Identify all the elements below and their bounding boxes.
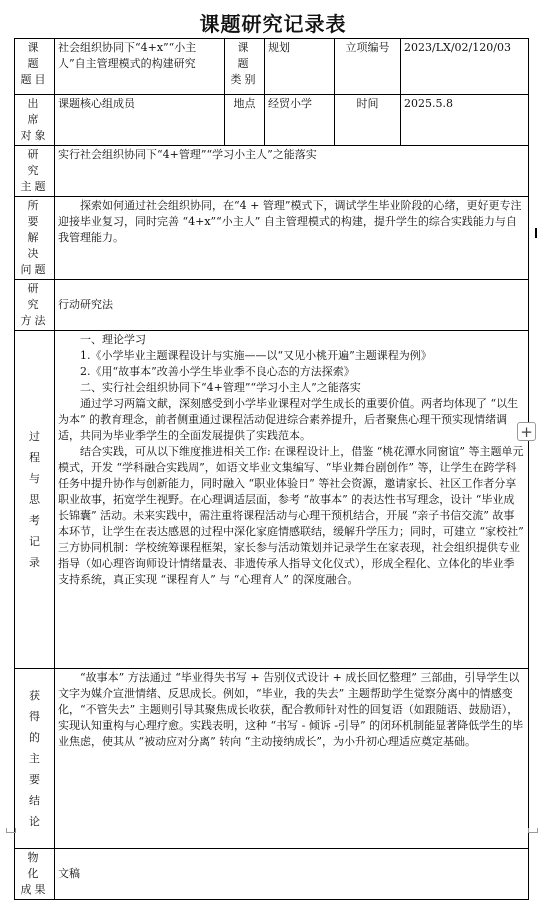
category-label: 课 题 类别 <box>225 39 265 95</box>
time-label: 时间 <box>335 95 401 146</box>
result-value: 文稿 <box>55 849 529 900</box>
conclusion-label-char: 主 <box>29 752 40 765</box>
process-item-2: 2.《用“故事本”改善小学生毕业季不良心态的方法探索》 <box>80 365 355 378</box>
theme-label: 研 究 主题 <box>15 146 55 197</box>
category-value: 规划 <box>265 39 335 95</box>
process-label-char: 记 <box>29 535 40 548</box>
attendance-label: 出 席 对象 <box>15 95 55 146</box>
selection-corner-right <box>528 828 538 833</box>
process-label-char: 考 <box>29 514 40 527</box>
project-no-value: 2023/LX/02/120/03 <box>401 39 529 95</box>
process-paragraph-2: 结合实践，可从以下维度推进相关工作: 在课程设计上，借鉴 “桃花潭水同窗谊” 等主题单元模式，开发 “学科融合实践周”，如语文毕业文集编写、“毕业舞台剧创作” 等，让学生在跨学科任务中提升协作与创新能力，同时融入 “职业体验日” 等社会资源，邀请家长、社区工作者分享职业故事，拓宽学生视野。在心理调适层面，参考 “故事本” 的表达性书写理念，设计 “毕业成长锦囊” 活动。未来实践中，需注重将课程活动与心理干预机结合，开展 “亲子书信交流” 故事本环节，让学生在表达感恩的过程中深化家庭情感联结，缓解升学压力；同时，可建立 “家校社” 三方协同机制：学校统筹课程框架，家长参与活动策划并记录学生在家表现，社会组织提供专业指导（如心理咨询师设计情绪量表、非遗传承人指导文化仪式），形成全程化、立体化的毕业季支持系统，真正实现 “课程育人” 与 “心理育人” 的深度融合。 <box>58 445 524 586</box>
place-value: 经贸小学 <box>265 95 335 146</box>
conclusion-label <box>15 669 55 849</box>
process-label-char: 思 <box>29 493 40 506</box>
process-paragraph-1: 通过学习两篇文献，深刻感受到小学毕业课程对学生成长的重要价值。两者均体现了 “以生为本” 的教育理念，前者侧重通过课程活动促进综合素养提升，后者聚焦心理干预实现情绪调适，共同为毕业季学生的全面发展提供了实践范本。 <box>58 397 519 442</box>
conclusion-label-char: 结 <box>29 794 40 807</box>
conclusion-label-char: 要 <box>29 773 40 786</box>
place-label: 地点 <box>225 95 265 146</box>
method-value: 行动研究法 <box>55 280 529 331</box>
process-label-char: 与 <box>29 472 40 485</box>
process-label <box>15 331 55 669</box>
process-heading-2: 二、实行社会组织协同下“4+管理”“学习小主人”之能落实 <box>80 381 361 394</box>
selection-corner-left <box>6 828 16 833</box>
time-value: 2025.5.8 <box>401 95 529 146</box>
text-cursor <box>535 228 537 238</box>
conclusion-value: “故事本” 方法通过 “毕业得失书写 + 告别仪式设计 + 成长回忆整理” 三部曲，引导学生以文字为媒介宣泄情绪、反思成长。例如，“毕业，我的失去” 主题帮助学生觉察分离中的情感变化，“不管失去” 主题则引导其聚焦成长收获，配合教师针对性的回复语（如跟随语、鼓励语），实现认知重构与心理疗愈。实践表明，这种 “书写 - 倾诉 -引导” 的闭环机制能显著降低学生的毕业焦虑，使其从 “被动应对分离” 转向 “主动接纳成长”，为小升初心理适应奠定基础。 <box>58 671 524 748</box>
process-label-char: 程 <box>29 451 40 464</box>
conclusion-label-char: 得 <box>29 710 40 723</box>
topic-value: 社会组织协同下“4+x”“小主人”自主管理模式的构建研究 <box>55 39 225 95</box>
process-label-char: 过 <box>29 430 40 443</box>
attendance-value: 课题核心组成员 <box>55 95 225 146</box>
page-title: 课题研究记录表 <box>199 12 347 36</box>
problem-value: 探索如何通过社会组织协同，在“4 + 管理”模式下，调试学生毕业阶段的心绪，更好更专注迎接毕业复习，同时完善 “4+x”“小主人” 自主管理模式的构建，提升学生的综合实践能力与自我管理能力。 <box>58 199 522 244</box>
add-button[interactable]: + <box>517 422 536 441</box>
result-label: 物 化 成果 <box>15 849 55 900</box>
conclusion-label-char: 获 <box>29 689 40 702</box>
process-content <box>55 331 529 669</box>
problem-label: 所 要 解 决 问题 <box>15 197 55 280</box>
conclusion-label-char: 的 <box>29 731 40 744</box>
record-table <box>14 38 529 900</box>
method-label: 研 究 方法 <box>15 280 55 331</box>
process-item-1: 1.《小学毕业主题课程设计与实施——以“又见小桃开遍”主题课程为例》 <box>80 349 432 362</box>
project-no-label: 立项编号 <box>335 39 401 95</box>
process-heading-1: 一、理论学习 <box>80 333 146 346</box>
process-label-char: 录 <box>29 556 40 569</box>
topic-label: 课 题 题目 <box>15 39 55 95</box>
theme-value: 实行社会组织协同下“4+管理”“学习小主人”之能落实 <box>55 146 529 197</box>
conclusion-label-char: 论 <box>29 815 40 828</box>
